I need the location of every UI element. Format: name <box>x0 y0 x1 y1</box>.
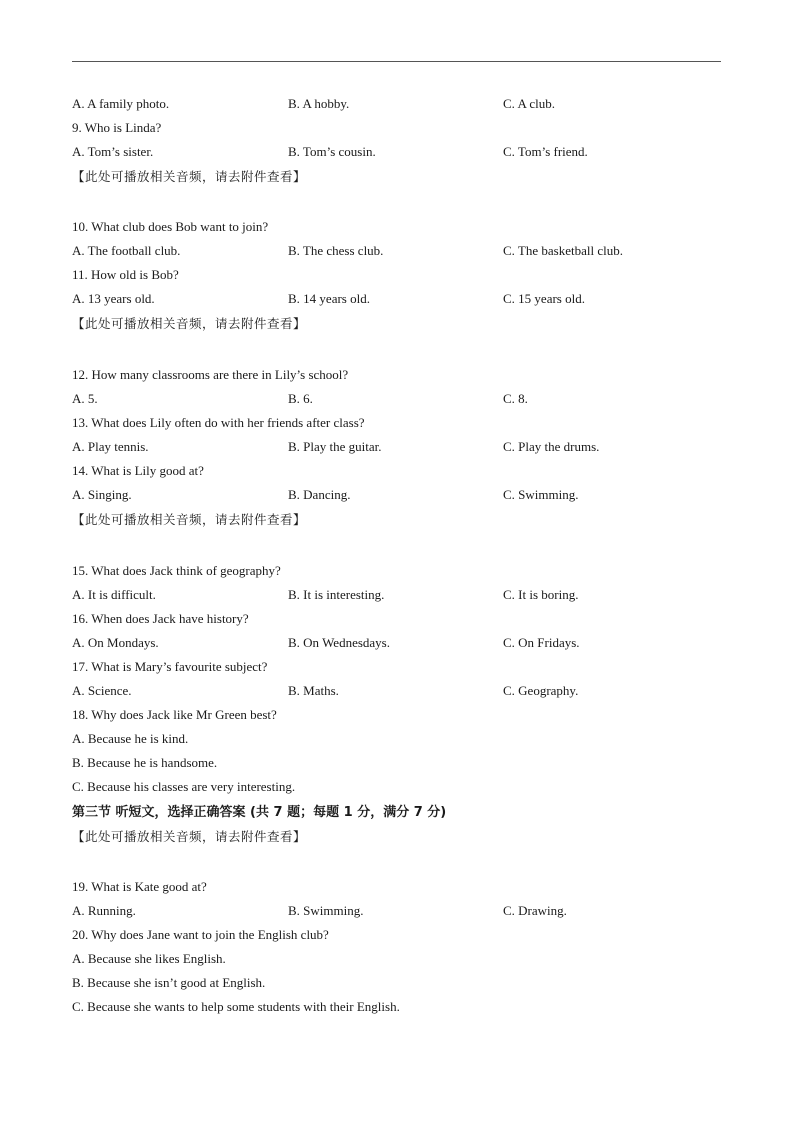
header-rule <box>72 61 721 62</box>
q13-option-b: B. Play the guitar. <box>288 439 382 454</box>
q9-option-a: A. Tom’s sister. <box>72 144 154 159</box>
q14-option-a: A. Singing. <box>72 487 132 502</box>
q10-option-b: B. The chess club. <box>288 243 384 258</box>
q10-option-a: A. The football club. <box>72 243 181 258</box>
q19-option-c: C. Drawing. <box>503 903 567 918</box>
q20-option-b: B. Because she isn’t good at English. <box>72 975 266 990</box>
q19-option-b: B. Swimming. <box>288 903 364 918</box>
audio-note-1: 【此处可播放相关音频，请去附件查看】 <box>72 169 307 184</box>
q16-question: 16. When does Jack have history? <box>72 611 249 626</box>
q19-option-a: A. Running. <box>72 903 136 918</box>
q11-option-a: A. 13 years old. <box>72 291 155 306</box>
q15-option-b: B. It is interesting. <box>288 587 385 602</box>
q9-option-c: C. Tom’s friend. <box>503 144 588 159</box>
q11-option-c: C. 15 years old. <box>503 291 585 306</box>
q13-question: 13. What does Lily often do with her friends after class? <box>72 415 365 430</box>
q12-option-a: A. 5. <box>72 391 98 406</box>
q12-option-c: C. 8. <box>503 391 528 406</box>
q12-question: 12. How many classrooms are there in Lily’s school? <box>72 367 349 382</box>
q9-option-b: B. Tom’s cousin. <box>288 144 376 159</box>
q10-option-c: C. The basketball club. <box>503 243 623 258</box>
q17-option-a: A. Science. <box>72 683 132 698</box>
q15-option-a: A. It is difficult. <box>72 587 156 602</box>
q11-option-b: B. 14 years old. <box>288 291 370 306</box>
section3-title: 第三节 听短文，选择正确答案 (共 7 题；每题 1 分，满分 7 分) <box>72 805 447 820</box>
q15-question: 15. What does Jack think of geography? <box>72 563 281 578</box>
q18-option-a: A. Because he is kind. <box>72 731 189 746</box>
q13-option-a: A. Play tennis. <box>72 439 149 454</box>
q14-option-b: B. Dancing. <box>288 487 351 502</box>
q8-option-c: C. A club. <box>503 96 556 111</box>
q19-question: 19. What is Kate good at? <box>72 879 207 894</box>
q11-question: 11. How old is Bob? <box>72 267 179 282</box>
q8-option-a: A. A family photo. <box>72 96 170 111</box>
q12-option-b: B. 6. <box>288 391 313 406</box>
q18-option-c: C. Because his classes are very interesting. <box>72 779 296 794</box>
q17-option-b: B. Maths. <box>288 683 339 698</box>
q17-question: 17. What is Mary’s favourite subject? <box>72 659 268 674</box>
q9-question: 9. Who is Linda? <box>72 120 162 135</box>
q18-question: 18. Why does Jack like Mr Green best? <box>72 707 277 722</box>
audio-note-4: 【此处可播放相关音频，请去附件查看】 <box>72 829 307 844</box>
q20-question: 20. Why does Jane want to join the English club? <box>72 927 329 942</box>
q20-option-c: C. Because she wants to help some students with their English. <box>72 999 400 1014</box>
q15-option-c: C. It is boring. <box>503 587 579 602</box>
q8-option-b: B. A hobby. <box>288 96 350 111</box>
q16-option-c: C. On Fridays. <box>503 635 580 650</box>
q14-question: 14. What is Lily good at? <box>72 463 204 478</box>
q14-option-c: C. Swimming. <box>503 487 579 502</box>
q16-option-a: A. On Mondays. <box>72 635 159 650</box>
q10-question: 10. What club does Bob want to join? <box>72 219 269 234</box>
audio-note-3: 【此处可播放相关音频，请去附件查看】 <box>72 512 307 527</box>
q20-option-a: A. Because she likes English. <box>72 951 226 966</box>
q16-option-b: B. On Wednesdays. <box>288 635 390 650</box>
q17-option-c: C. Geography. <box>503 683 579 698</box>
q13-option-c: C. Play the drums. <box>503 439 600 454</box>
q18-option-b: B. Because he is handsome. <box>72 755 218 770</box>
audio-note-2: 【此处可播放相关音频，请去附件查看】 <box>72 316 307 331</box>
